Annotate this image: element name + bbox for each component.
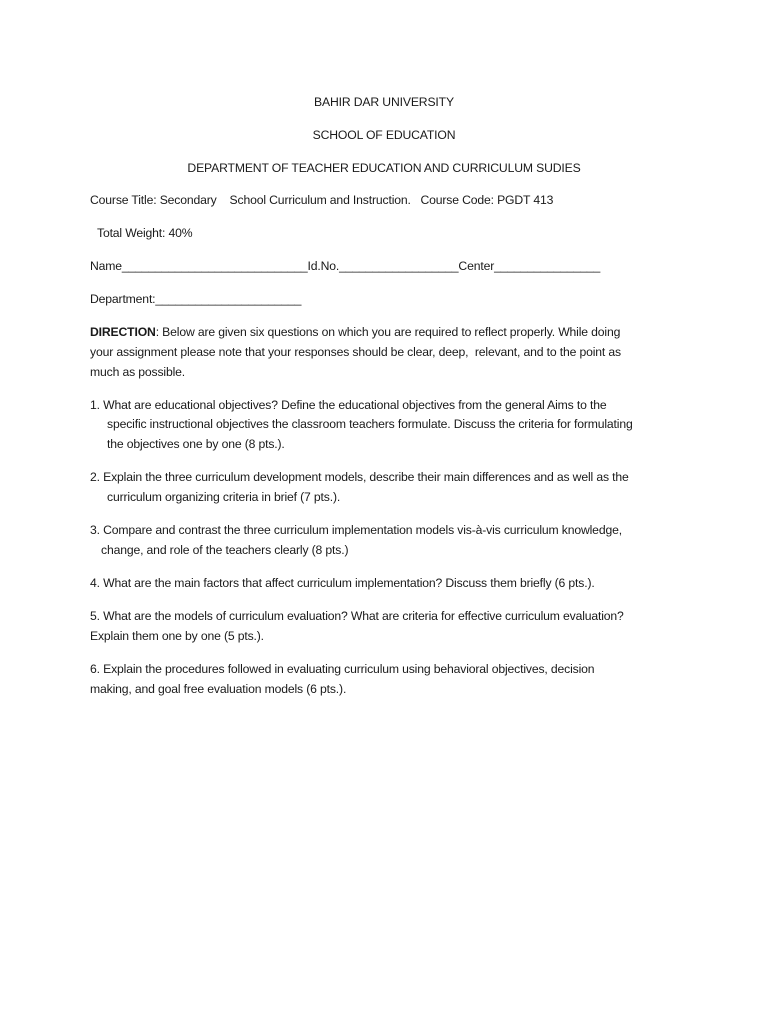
course-info: Course Title: Secondary School Curriculum and Instruction. Course Code: PGDT 413 (90, 193, 554, 207)
question-5-line-1: 5. What are the models of curriculum evaluation? What are criteria for effective curriculum evaluation? (90, 609, 624, 623)
question-5-line-2: Explain them one by one (5 pts.). (90, 629, 264, 643)
question-3-line-2: change, and role of the teachers clearly (8 pts.) (101, 543, 349, 557)
question-3-line-1: 3. Compare and contrast the three curriculum implementation models vis-à-vis curriculum knowledge, (90, 523, 622, 537)
question-4-line-1: 4. What are the main factors that affect curriculum implementation? Discuss them briefly (6 pts.). (90, 576, 595, 590)
school-name: SCHOOL OF EDUCATION (312, 128, 456, 142)
direction-line-1 (90, 324, 620, 340)
question-1-line-3: the objectives one by one (8 pts.). (107, 437, 285, 451)
question-6-line-1: 6. Explain the procedures followed in evaluating curriculum using behavioral objectives, decision (90, 662, 595, 676)
question-2-line-2: curriculum organizing criteria in brief (7 pts.). (107, 490, 341, 504)
question-2-line-1: 2. Explain the three curriculum development models, describe their main differences and as well as the (90, 470, 629, 484)
question-1-line-2: specific instructional objectives the classroom teachers formulate. Discuss the criteria for formulating (107, 417, 633, 431)
department-field: Department:______________________ (90, 292, 302, 306)
student-fields: Name____________________________Id.No.__________________Center________________ (90, 259, 601, 273)
direction-line-3: much as possible. (90, 365, 185, 379)
total-weight: Total Weight: 40% (97, 226, 193, 240)
question-1-line-1: 1. What are educational objectives? Define the educational objectives from the general Aims to the (90, 398, 607, 412)
direction-label: DIRECTION (90, 325, 156, 339)
department-name: DEPARTMENT OF TEACHER EDUCATION AND CURRICULUM SUDIES (187, 161, 581, 175)
university-name: BAHIR DAR UNIVERSITY (314, 95, 454, 109)
direction-line-2: your assignment please note that your responses should be clear, deep, relevant, and to the point as (90, 345, 621, 359)
question-6-line-2: making, and goal free evaluation models (6 pts.). (90, 682, 347, 696)
direction-text: : Below are given six questions on which you are required to reflect properly. While doing (155, 325, 621, 339)
